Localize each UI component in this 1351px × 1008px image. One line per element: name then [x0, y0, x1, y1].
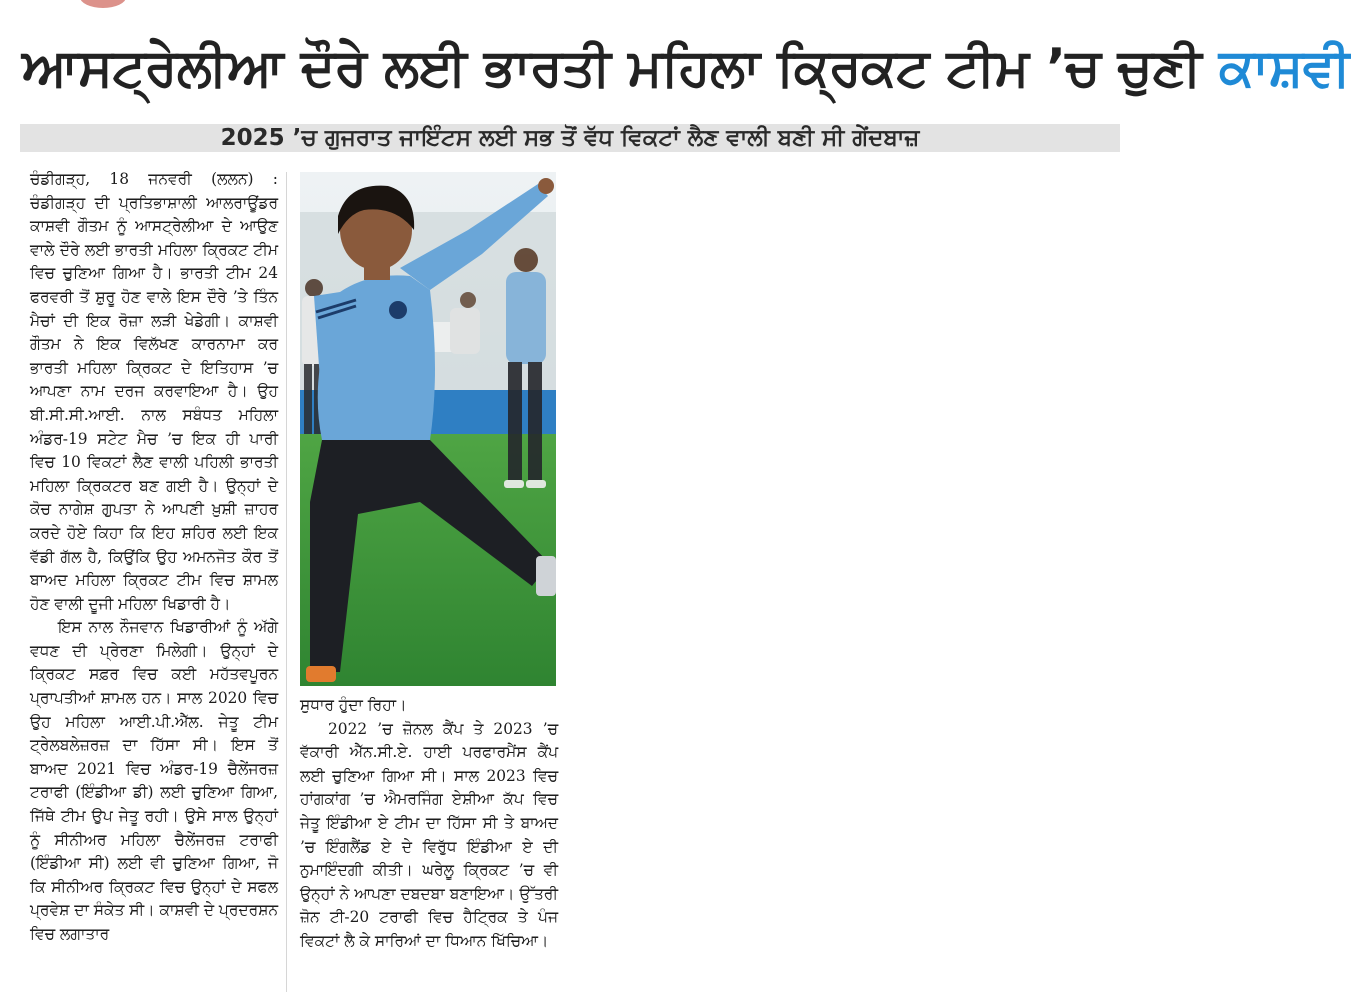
headline-main: ਆਸਟ੍ਰੇਲੀਆ ਦੌਰੇ ਲਈ ਭਾਰਤੀ ਮਹਿਲਾ ਕ੍ਰਿਕਟ ਟੀਮ ’ਚ ਚੁਣੀ [22, 38, 1202, 98]
headline [22, 18, 1351, 118]
page-top-strip [0, 0, 1152, 10]
subheadline: 2025 ’ਚ ਗੁਜਰਾਤ ਜਾਇੰਟਸ ਲਈ ਸਭ ਤੋਂ ਵੱਧ ਵਿਕਟਾਂ ਲੈਣ ਵਾਲੀ ਬਣੀ ਸੀ ਗੇਂਦਬਾਜ਼ [220, 125, 920, 151]
article-paragraph: 2022 ’ਚ ਜ਼ੋਨਲ ਕੈਂਪ ਤੇ 2023 ’ਚ ਵੱਕਾਰੀ ਐੱਨ.ਸੀ.ਏ. ਹਾਈ ਪਰਫਾਰਮੈਂਸ ਕੈਂਪ ਲਈ ਚੁਣਿਆ ਗਿਆ ਸੀ। ਸਾਲ 2023 ਵਿਚ ਹਾਂਗਕਾਂਗ ’ਚ ਐਮਰਜਿੰਗ ਏਸ਼ੀਆ ਕੱਪ ਵਿਚ ਜੇਤੂ ਇੰਡੀਆ ਏ ਟੀਮ ਦਾ ਹਿੱਸਾ ਸੀ ਤੇ ਬਾਅਦ ’ਚ ਇੰਗਲੈਂਡ ਏ ਦੇ ਵਿਰੁੱਧ ਇੰਡੀਆ ਏ ਦੀ ਨੁਮਾਇੰਦਗੀ ਕੀਤੀ। ਘਰੇਲੂ ਕ੍ਰਿਕਟ ’ਚ ਵੀ ਉਨ੍ਹਾਂ ਨੇ ਆਪਣਾ ਦਬਦਬਾ ਬਣਾਇਆ। ਉੱਤਰੀ ਜ਼ੋਨ ਟੀ-20 ਟਰਾਫੀ ਵਿਚ ਹੈਟ੍ਰਿਕ ਤੇ ਪੰਜ ਵਿਕਟਾਂ ਲੈ ਕੇ ਸਾਰਿਆਂ ਦਾ ਧਿਆਨ ਖਿੱਚਿਆ। [300, 719, 558, 950]
column-divider [286, 172, 287, 992]
article-paragraph: ਚੰਡੀਗੜ੍ਹ, 18 ਜਨਵਰੀ (ਲਲਨ) : ਚੰਡੀਗੜ੍ਹ ਦੀ ਪ੍ਰਤਿਭਾਸ਼ਾਲੀ ਆਲਰਾਊਂਡਰ ਕਾਸ਼ਵੀ ਗੌਤਮ ਨੂੰ ਆਸਟ੍ਰੇਲੀਆ ਦੇ ਆਉਣ ਵਾਲੇ ਦੌਰੇ ਲਈ ਭਾਰਤੀ ਮਹਿਲਾ ਕ੍ਰਿਕਟ ਟੀਮ ਵਿਚ ਚੁਣਿਆ ਗਿਆ ਹੈ। ਭਾਰਤੀ ਟੀਮ 24 ਫਰਵਰੀ ਤੋਂ ਸ਼ੁਰੂ ਹੋਣ ਵਾਲੇ ਇਸ ਦੌਰੇ ’ਤੇ ਤਿੰਨ ਮੈਚਾਂ ਦੀ ਇਕ ਰੋਜ਼ਾ ਲੜੀ ਖੇਡੇਗੀ। ਕਾਸ਼ਵੀ ਗੌਤਮ ਨੇ ਇਕ ਵਿਲੱਖਣ ਕਾਰਨਾਮਾ ਕਰ ਭਾਰਤੀ ਮਹਿਲਾ ਕ੍ਰਿਕਟ ਦੇ ਇਤਿਹਾਸ ’ਚ ਆਪਣਾ ਨਾਮ ਦਰਜ ਕਰਵਾਇਆ ਹੈ। ਉਹ ਬੀ.ਸੀ.ਸੀ.ਆਈ. ਨਾਲ ਸਬੰਧਤ ਮਹਿਲਾ ਅੰਡਰ-19 ਸਟੇਟ ਮੈਚ ’ਚ ਇਕ ਹੀ ਪਾਰੀ ਵਿਚ 10 ਵਿਕਟਾਂ ਲੈਣ ਵਾਲੀ ਪਹਿਲੀ ਭਾਰਤੀ ਮਹਿਲਾ ਕ੍ਰਿਕਟਰ ਬਣ ਗਈ ਹੈ। ਉਨ੍ਹਾਂ ਦੇ ਕੋਚ ਨਾਗੇਸ਼ ਗੁਪਤਾ ਨੇ ਆਪਣੀ ਖ਼ੁਸ਼ੀ ਜ਼ਾਹਰ ਕਰਦੇ ਹੋਏ ਕਿਹਾ ਕਿ ਇਹ ਸ਼ਹਿਰ ਲਈ ਇਕ ਵੱਡੀ ਗੱਲ ਹੈ, ਕਿਉਂਕਿ ਉਹ ਅਮਨਜੋਤ ਕੌਰ ਤੋਂ ਬਾਅਦ ਮਹਿਲਾ ਕ੍ਰਿਕਟ ਟੀਮ ਵਿਚ ਸ਼ਾਮਲ ਹੋਣ ਵਾਲੀ ਦੂਜੀ ਮਹਿਲਾ ਖਿਡਾਰੀ ਹੈ। [30, 170, 278, 613]
headline-accent-name: ਕਾਸ਼ਵੀ [1218, 38, 1351, 98]
article-column-left [30, 168, 278, 1002]
cricketer-bowling-photo [300, 172, 556, 686]
article-photo [300, 172, 556, 686]
article-column-right [300, 694, 558, 994]
article-paragraph: ਇਸ ਨਾਲ ਨੌਜਵਾਨ ਖਿਡਾਰੀਆਂ ਨੂੰ ਅੱਗੇ ਵਧਣ ਦੀ ਪ੍ਰੇਰਣਾ ਮਿਲੇਗੀ। ਉਨ੍ਹਾਂ ਦੇ ਕ੍ਰਿਕਟ ਸਫ਼ਰ ਵਿਚ ਕਈ ਮਹੱਤਵਪੂਰਨ ਪ੍ਰਾਪਤੀਆਂ ਸ਼ਾਮਲ ਹਨ। ਸਾਲ 2020 ਵਿਚ ਉਹ ਮਹਿਲਾ ਆਈ.ਪੀ.ਐੱਲ. ਜੇਤੂ ਟੀਮ ਟ੍ਰੇਲਬਲੇਜ਼ਰਜ਼ ਦਾ ਹਿੱਸਾ ਸੀ। ਇਸ ਤੋਂ ਬਾਅਦ 2021 ਵਿਚ ਅੰਡਰ-19 ਚੈਲੇਂਜਰਜ਼ ਟਰਾਫੀ (ਇੰਡੀਆ ਡੀ) ਲਈ ਚੁਣਿਆ ਗਿਆ, ਜਿੱਥੇ ਟੀਮ ਉਪ ਜੇਤੂ ਰਹੀ। ਉਸੇ ਸਾਲ ਉਨ੍ਹਾਂ ਨੂੰ ਸੀਨੀਅਰ ਮਹਿਲਾ ਚੈਲੇਂਜਰਜ਼ ਟਰਾਫੀ (ਇੰਡੀਆ ਸੀ) ਲਈ ਵੀ ਚੁਣਿਆ ਗਿਆ, ਜੋ ਕਿ ਸੀਨੀਅਰ ਕ੍ਰਿਕਟ ਵਿਚ ਉਨ੍ਹਾਂ ਦੇ ਸਫਲ ਪ੍ਰਵੇਸ਼ ਦਾ ਸੰਕੇਤ ਸੀ। ਕਾਸ਼ਵੀ ਦੇ ਪ੍ਰਦਰਸ਼ਨ ਵਿਚ ਲਗਾਤਾਰ [30, 618, 278, 943]
article-paragraph: ਸੁਧਾਰ ਹੁੰਦਾ ਰਿਹਾ। [300, 696, 407, 714]
subheadline-band [20, 124, 1120, 152]
masthead-fragment [80, 0, 126, 8]
